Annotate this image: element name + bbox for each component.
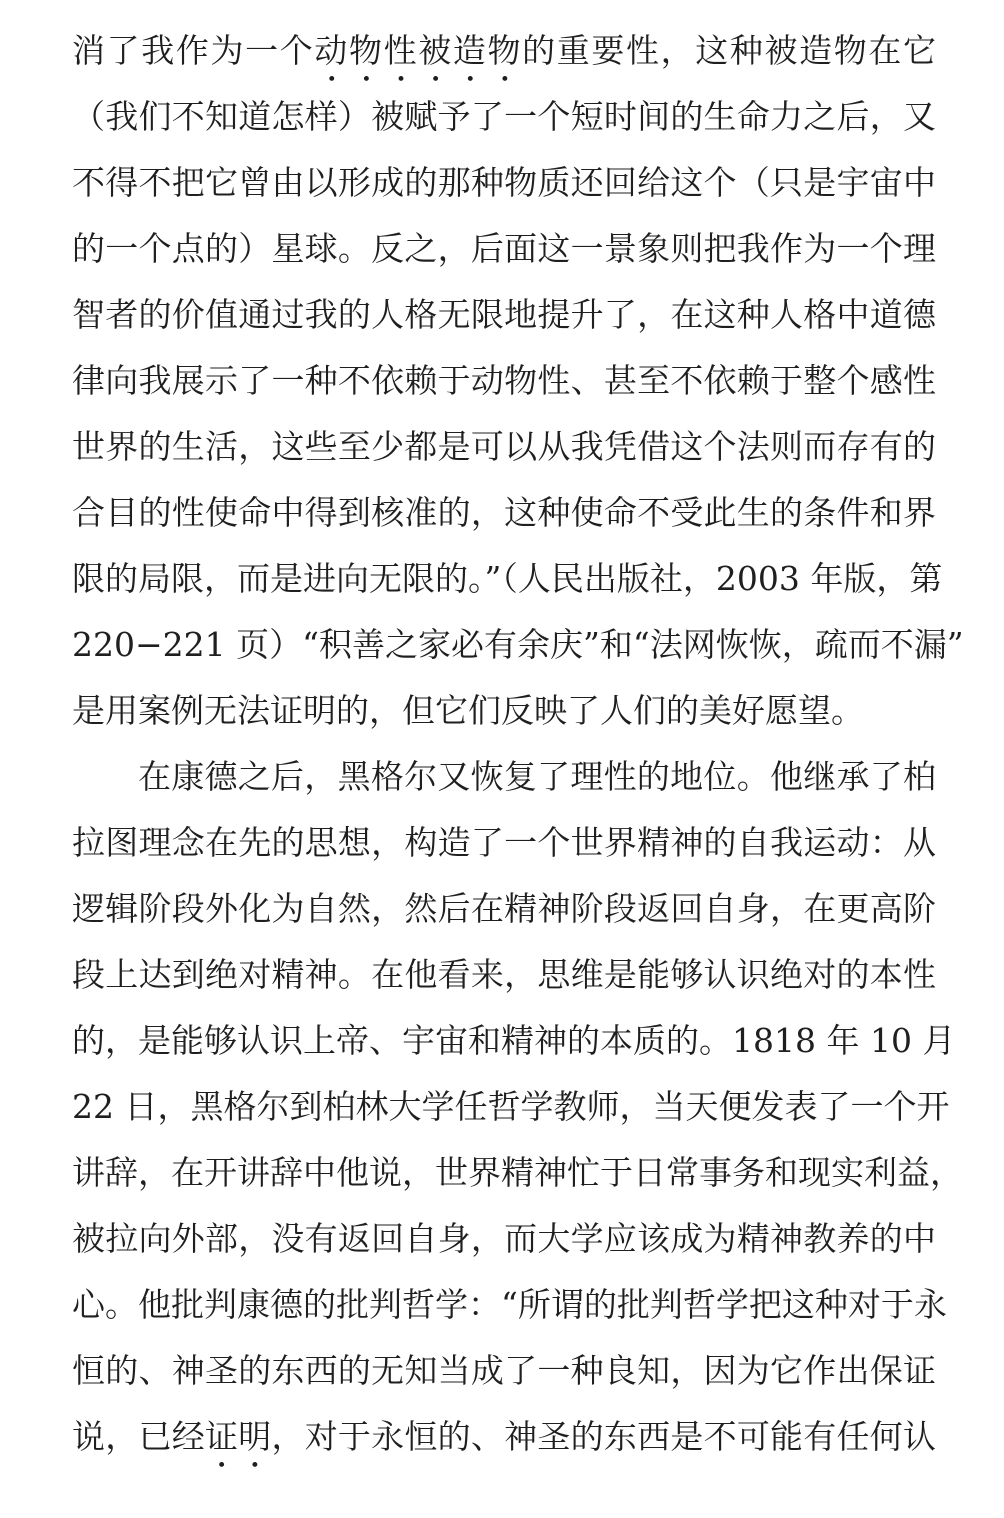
text-segment: 恒的、神圣的东西的无知当成了一种良知，因为它作出保证 [72,1351,936,1390]
text-line [72,414,936,480]
text-segment: 律向我展示了一种不依赖于动物性、甚至不依赖于整个感性 [72,361,936,400]
text-line [72,348,936,414]
text-line [72,1008,956,1074]
text-line [72,1338,936,1404]
text-line [72,84,936,150]
text-segment: 的一个点的）星球。反之，后面这一景象则把我作为一个理 [72,229,936,268]
text-segment: 在康德之后，黑格尔又恢复了理性的地位。他继承了柏 [138,757,936,796]
text-segment: 被拉向外部，没有返回自身，而大学应该成为精神教养的中 [72,1219,936,1258]
text-segment: 讲辞，在开讲辞中他说，世界精神忙于日常事务和现实利益， [72,1153,963,1192]
text-line [72,1074,950,1140]
text-line [72,1404,936,1470]
text-line [72,678,936,744]
text-segment: 逻辑阶段外化为自然，然后在精神阶段返回自身，在更高阶 [72,889,936,928]
text-segment: （我们不知道怎样）被赋予了一个短时间的生命力之后，又 [72,97,936,136]
text-segment: 限的局限，而是进向无限的。”（人民出版社，2003 年版，第 [72,559,943,598]
text-segment: 的重要性，这种被造物在它 [522,31,936,70]
text-segment: 合目的性使命中得到核准的，这种使命不受此生的条件和界 [72,493,936,532]
text-line [72,876,936,942]
text-segment: 22 日，黑格尔到柏林大学任哲学教师，当天便发表了一个开 [72,1087,950,1126]
text-line [72,282,936,348]
text-segment: 说，已经 [72,1417,205,1456]
text-line [72,1206,936,1272]
emphasized-text: 证明 [204,1417,272,1456]
text-line [72,1272,947,1338]
text-segment: 段上达到绝对精神。在他看来，思维是能够认识绝对的本性 [72,955,936,994]
text-segment: 220−221 页）“积善之家必有余庆”和“法网恢恢，疏而不漏” [72,625,964,664]
text-line [72,612,964,678]
emphasized-text: 动物性被造物 [314,31,523,70]
text-segment: 拉图理念在先的思想，构造了一个世界精神的自我运动：从 [72,823,936,862]
body-text [72,18,964,1470]
text-segment: 不得不把它曾由以形成的那种物质还回给这个（只是宇宙中 [72,163,936,202]
text-line [72,480,936,546]
text-line [72,744,936,810]
text-line [72,1140,963,1206]
text-segment: 世界的生活，这些至少都是可以从我凭借这个法则而存有的 [72,427,936,466]
text-segment: 心。他批判康德的批判哲学：“所谓的批判哲学把这种对于永 [72,1285,947,1324]
text-line [72,942,936,1008]
text-segment: 的，是能够认识上帝、宇宙和精神的本质的。1818 年 10 月 [72,1021,956,1060]
text-line [72,150,936,216]
text-segment: 智者的价值通过我的人格无限地提升了，在这种人格中道德 [72,295,936,334]
text-segment: ，对于永恒的、神圣的东西是不可能有任何认 [271,1417,937,1456]
text-line [72,546,943,612]
text-line [72,216,936,282]
text-line [72,18,936,84]
text-line [72,810,936,876]
text-segment: 消了我作为一个 [72,31,315,70]
text-segment: 是用案例无法证明的，但它们反映了人们的美好愿望。 [72,691,864,730]
